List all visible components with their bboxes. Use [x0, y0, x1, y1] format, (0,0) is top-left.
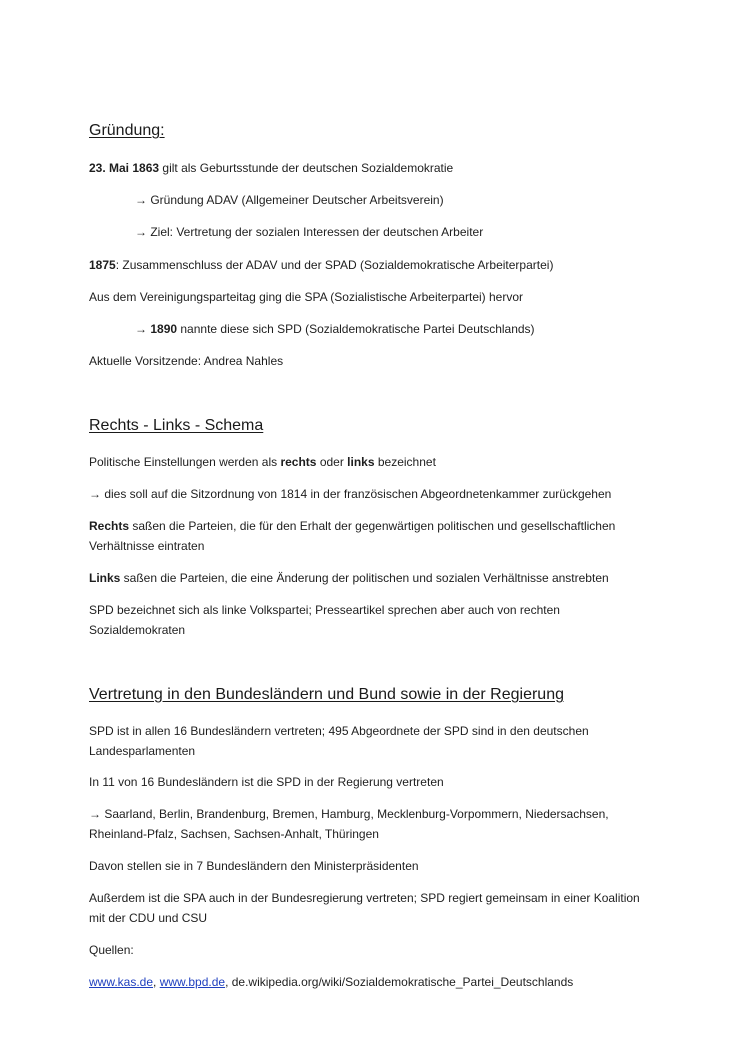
representation-state-list: → Saarland, Berlin, Brandenburg, Bremen, Hamburg, Mecklenburg-Vorpommern, Niedersachsen, Rheinland-Pfalz, Sachsen, Sachsen-Anhalt, Thüringen: [89, 807, 609, 841]
schema-intro: Politische Einstellungen werden als rechts oder links bezeichnet: [89, 455, 436, 469]
heading-representation: Vertretung in den Bundesländern und Bund sowie in der Regierung: [89, 686, 564, 703]
representation-states: SPD ist in allen 16 Bundesländern vertreten; 495 Abgeordnete der SPD sind in den deutschen Landesparlamenten: [89, 724, 589, 758]
heading-schema: Rechts - Links - Schema: [89, 417, 264, 434]
founding-adav-line: → Gründung ADAV (Allgemeiner Deutscher Arbeitsverein): [135, 193, 444, 207]
chair-line: Aktuelle Vorsitzende: Andrea Nahles: [89, 354, 284, 368]
spa-line: Aus dem Vereinigungsparteitag ging die SPA (Sozialistische Arbeiterpartei) hervor: [89, 290, 524, 304]
sources-label: Quellen:: [89, 943, 134, 957]
sources-line: www.kas.de, www.bpd.de, de.wikipedia.org/wiki/Sozialdemokratische_Partei_Deutschlands: [89, 975, 574, 989]
heading-gruendung: Gründung:: [89, 122, 165, 139]
founding-goal-line: → Ziel: Vertretung der sozialen Interessen der deutschen Arbeiter: [135, 225, 484, 239]
schema-origin: → dies soll auf die Sitzordnung von 1814 in der französischen Abgeordnetenkammer zurückgehen: [89, 487, 612, 501]
source-link-kas[interactable]: www.kas.de: [89, 975, 154, 989]
source-link-bpd[interactable]: www.bpd.de: [159, 975, 226, 989]
merger-line: 1875: Zusammenschluss der ADAV und der SPAD (Sozialdemokratische Arbeiterpartei): [89, 258, 554, 272]
representation-federal: Außerdem ist die SPA auch in der Bundesregierung vertreten; SPD regiert gemeinsam in einer Koalition mit der CDU und CSU: [89, 891, 640, 925]
founding-date-line: 23. Mai 1863 gilt als Geburtsstunde der deutschen Sozialdemokratie: [89, 161, 454, 175]
representation-ministers: Davon stellen sie in 7 Bundesländern den Ministerpräsidenten: [89, 859, 419, 873]
representation-government: In 11 von 16 Bundesländern ist die SPD in der Regierung vertreten: [89, 775, 444, 789]
schema-right: Rechts saßen die Parteien, die für den Erhalt der gegenwärtigen politischen und gesellschaftlichen Verhältnisse eintraten: [89, 519, 616, 553]
schema-left: Links saßen die Parteien, die eine Änderung der politischen und sozialen Verhältnisse anstrebten: [89, 571, 609, 585]
spd-naming-line: → 1890 nannte diese sich SPD (Sozialdemokratische Partei Deutschlands): [135, 322, 535, 336]
schema-spd: SPD bezeichnet sich als linke Volkspartei; Presseartikel sprechen aber auch von rechten Sozialdemokraten: [89, 603, 560, 637]
source-wikipedia: de.wikipedia.org/wiki/Sozialdemokratische_Partei_Deutschlands: [231, 975, 574, 989]
founding-date: 23. Mai 1863: [89, 161, 160, 175]
